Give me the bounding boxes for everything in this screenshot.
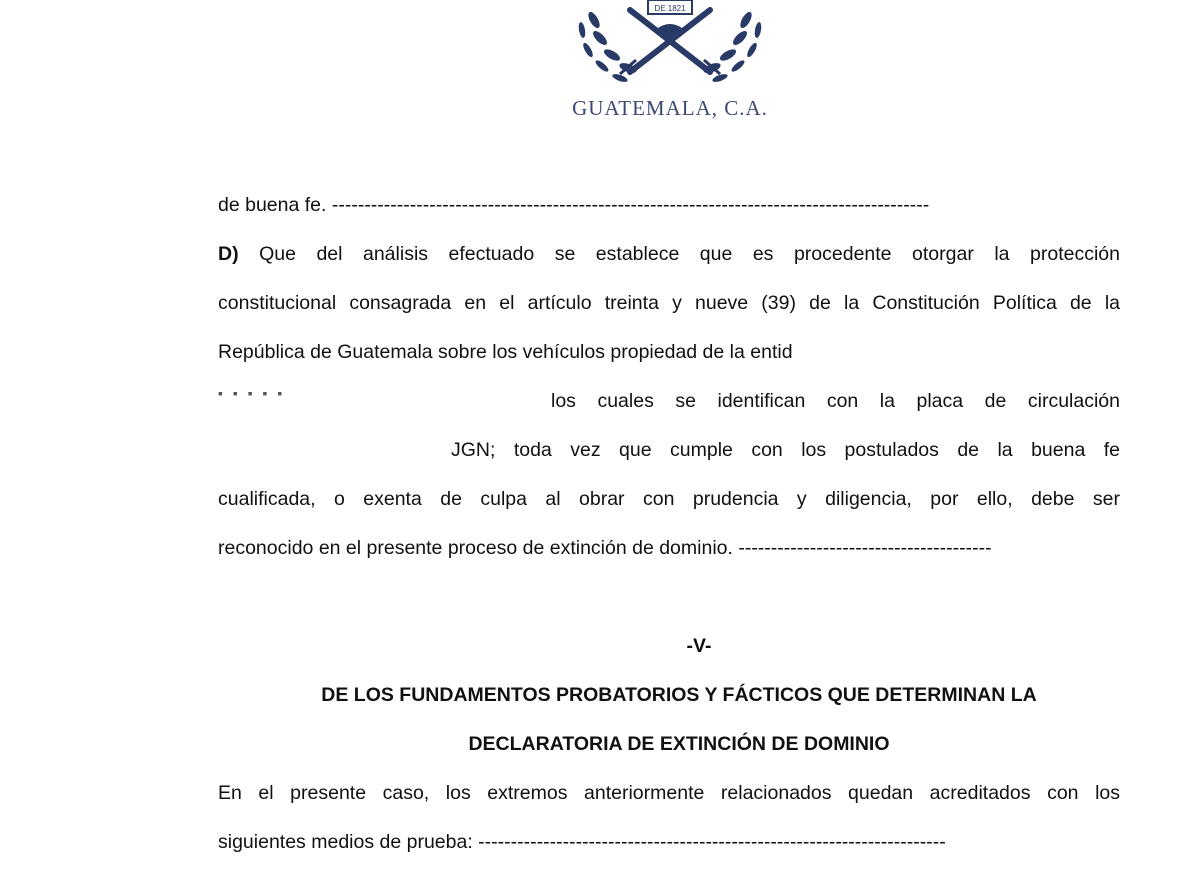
guatemala-seal-icon — [570, 0, 770, 92]
section-number: -V- — [686, 635, 712, 657]
text-line: constitucional consagrada en el artículo treinta y nueve (39) de la Constitución Política de la — [218, 292, 1120, 314]
text-line: reconocido en el presente proceso de extinción de dominio. --------------------------------------- — [218, 537, 992, 559]
country-label: GUATEMALA, C.A. — [572, 96, 768, 120]
text-line: JGN; toda vez que cumple con los postulados de la buena fe — [451, 439, 1120, 461]
text-line: D) Que del análisis efectuado se establece que es procedente otorgar la protección — [218, 243, 1120, 265]
document-body — [218, 190, 1120, 876]
section-title: DE LOS FUNDAMENTOS PROBATORIOS Y FÁCTICOS QUE DETERMINAN LA — [321, 684, 1037, 706]
text-line: cualificada, o exenta de culpa al obrar con prudencia y diligencia, por ello, debe ser — [218, 488, 1120, 510]
seal-year-text: DE 1821 — [654, 4, 686, 13]
text-line: República de Guatemala sobre los vehículos propiedad de la entid — [218, 341, 793, 363]
text-line: siguientes medios de prueba: ------------------------------------------------------------------------ — [218, 831, 946, 853]
spacer — [218, 582, 1120, 631]
clause-label: D) — [218, 243, 239, 265]
redaction-remnant: ▪ ▪ ▪ ▪ ▪ — [218, 385, 286, 401]
text-line: En el presente caso, los extremos anteriormente relacionados quedan acreditados con los — [218, 782, 1120, 804]
text-line: de buena fe. -------------------------------------------------------------------------------------------- — [218, 194, 930, 216]
text-line: ▪ ▪ ▪ ▪ ▪ los cuales se identifican con la placa de circulación — [218, 386, 1120, 435]
section-title: DECLARATORIA DE EXTINCIÓN DE DOMINIO — [468, 733, 890, 755]
